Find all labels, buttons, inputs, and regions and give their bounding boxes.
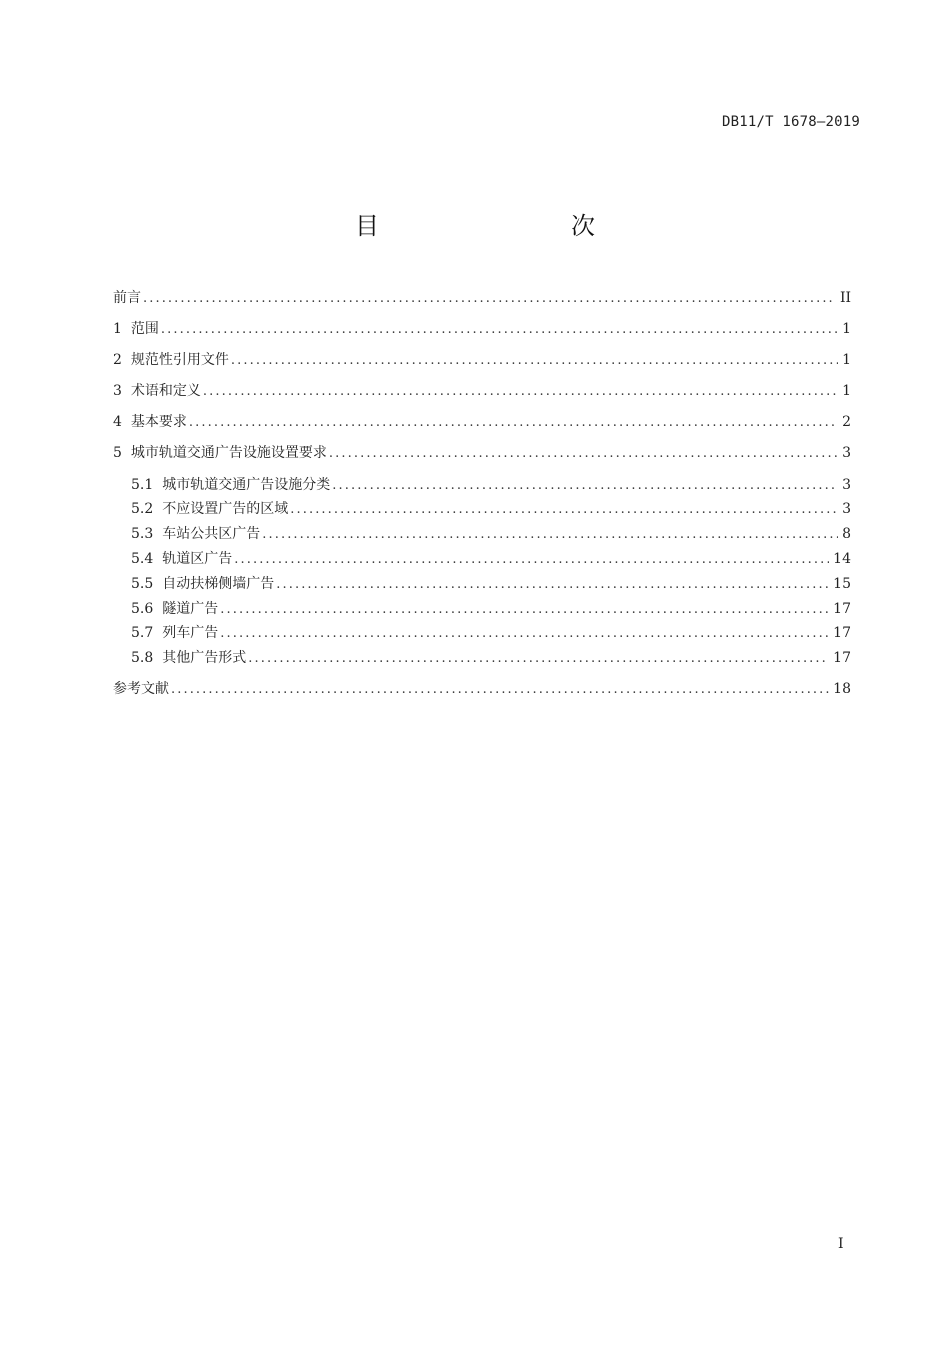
page-title: 目 次 — [355, 212, 643, 240]
toc-entry-number: 4 — [113, 414, 122, 431]
dot-leader — [329, 442, 838, 467]
toc-entry-5[interactable] — [113, 441, 851, 466]
document-code: DB11/T 1678—2019 — [721, 114, 860, 130]
toc-entry-page: 1 — [842, 321, 851, 338]
toc-entry-1[interactable] — [113, 317, 851, 342]
toc-entry-label: 隧道广告 — [162, 600, 219, 617]
toc-entry-3[interactable] — [113, 379, 851, 404]
dot-leader — [203, 380, 838, 405]
toc-entry-label: 轨道区广告 — [162, 550, 233, 567]
toc-entry-bibliography[interactable] — [113, 677, 851, 702]
dot-leader — [189, 411, 838, 436]
toc-entry-label: 城市轨道交通广告设施设置要求 — [130, 445, 327, 462]
dot-leader — [161, 318, 838, 343]
toc-entry-label: 术语和定义 — [130, 383, 201, 400]
toc-entry-label: 前言 — [113, 290, 141, 306]
table-of-contents — [113, 286, 851, 708]
toc-entry-page: 2 — [842, 414, 851, 431]
toc-entry-label: 参考文献 — [113, 681, 169, 698]
dot-leader — [248, 647, 829, 672]
toc-entry-page: 14 — [833, 550, 851, 567]
toc-entry-label: 不应设置广告的区域 — [162, 501, 289, 518]
toc-entry-page: 3 — [842, 445, 851, 462]
toc-entry-number: 5.2 — [131, 501, 154, 518]
toc-entry-page: 18 — [833, 681, 851, 698]
toc-entry-page: 1 — [842, 383, 851, 400]
toc-entry-5-6[interactable] — [113, 597, 851, 622]
toc-entry-label: 其他广告形式 — [162, 650, 247, 667]
toc-entry-number: 2 — [113, 352, 122, 369]
toc-entry-page: 15 — [833, 575, 851, 592]
toc-entry-foreword[interactable] — [113, 286, 851, 311]
toc-entry-number: 5.3 — [131, 526, 154, 543]
toc-entry-5-2[interactable] — [113, 497, 851, 522]
toc-entry-number: 1 — [113, 321, 122, 338]
toc-entry-5-3[interactable] — [113, 522, 851, 547]
toc-entry-number: 5.8 — [131, 650, 154, 667]
toc-entry-number: 3 — [113, 383, 122, 400]
toc-entry-page: II — [839, 290, 851, 306]
dot-leader — [220, 622, 829, 647]
toc-entry-page: 3 — [842, 476, 851, 493]
toc-entry-number: 5.6 — [131, 600, 154, 617]
dot-leader — [143, 287, 836, 312]
toc-entry-page: 17 — [833, 600, 851, 617]
toc-entry-5-1[interactable] — [113, 473, 851, 498]
dot-leader — [262, 523, 838, 548]
toc-entry-number: 5.1 — [131, 476, 154, 493]
dot-leader — [234, 548, 829, 573]
toc-entry-page: 17 — [833, 650, 851, 667]
toc-entry-label: 范围 — [130, 321, 159, 338]
toc-entry-5-5[interactable] — [113, 572, 851, 597]
toc-entry-label: 基本要求 — [130, 414, 187, 431]
toc-entry-5-7[interactable] — [113, 621, 851, 646]
toc-entry-label: 规范性引用文件 — [130, 352, 229, 369]
toc-entry-page: 3 — [842, 501, 851, 518]
dot-leader — [332, 474, 838, 499]
toc-entry-number: 5 — [113, 445, 122, 462]
toc-entry-label: 城市轨道交通广告设施分类 — [162, 476, 331, 493]
toc-entry-2[interactable] — [113, 348, 851, 373]
dot-leader — [290, 498, 838, 523]
dot-leader — [220, 598, 829, 623]
toc-entry-label: 列车广告 — [162, 625, 219, 642]
page-number: I — [838, 1236, 844, 1252]
toc-entry-number: 5.5 — [131, 575, 154, 592]
toc-entry-number: 5.7 — [131, 625, 154, 642]
toc-entry-5-8[interactable] — [113, 646, 851, 671]
dot-leader — [276, 573, 829, 598]
toc-entry-label: 自动扶梯侧墙广告 — [162, 575, 275, 592]
toc-entry-4[interactable] — [113, 410, 851, 435]
dot-leader — [231, 349, 838, 374]
toc-entry-number: 5.4 — [131, 550, 154, 567]
toc-entry-page: 17 — [833, 625, 851, 642]
toc-entry-label: 车站公共区广告 — [162, 526, 261, 543]
toc-entry-page: 1 — [842, 352, 851, 369]
dot-leader — [171, 678, 829, 703]
toc-entry-5-4[interactable] — [113, 547, 851, 572]
toc-entry-page: 8 — [842, 526, 851, 543]
